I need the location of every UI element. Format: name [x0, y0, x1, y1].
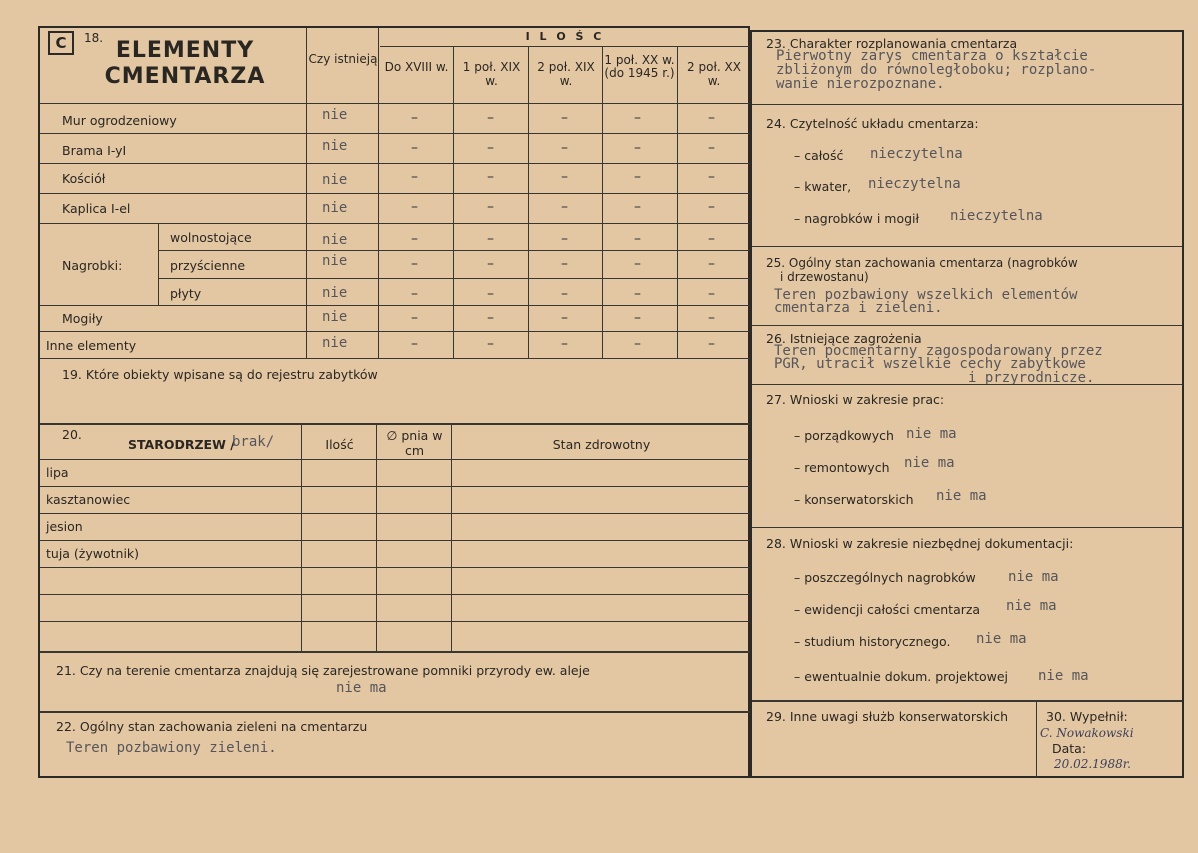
row-label-inne: Inne elementy: [46, 338, 137, 353]
period-dash: –: [708, 169, 715, 185]
period-dash: –: [634, 336, 641, 352]
section-28-label: 28. Wnioski w zakresie niezbędnej dokumentacji:: [766, 536, 1074, 551]
row-value-wolnostojace: nie: [322, 232, 348, 248]
section-21-value: nie ma: [336, 680, 387, 696]
period-dash: –: [487, 336, 494, 352]
section-18-number: 18.: [84, 31, 104, 45]
tree-row-jesion: jesion: [46, 519, 83, 534]
row-label-plyty: płyty: [170, 286, 202, 301]
nagrobki-label: Nagrobki:: [62, 258, 123, 273]
period-dash: –: [411, 231, 418, 247]
s27-value-remontowych: nie ma: [904, 455, 955, 471]
period-dash: –: [487, 256, 494, 272]
section-20-title: STARODRZEW /: [128, 437, 235, 452]
period-dash: –: [411, 286, 418, 302]
tree-row-tuja: tuja (żywotnik): [46, 546, 140, 561]
period-dash: –: [561, 140, 568, 156]
s24-value-nagrobkow: nieczytelna: [950, 208, 1043, 224]
tree-row-lipa: lipa: [46, 465, 69, 480]
period-dash: –: [561, 336, 568, 352]
section-25-line-2: cmentarza i zieleni.: [774, 300, 943, 316]
period-dash: –: [634, 169, 641, 185]
section-27-label: 27. Wnioski w zakresie prac:: [766, 392, 945, 407]
section-23-line-1: Pierwotny zarys cmentarza o kształcie: [776, 48, 1088, 64]
date-label: Data:: [1052, 741, 1087, 756]
period-dash: –: [634, 256, 641, 272]
section-20-value: brak/: [232, 434, 275, 450]
period-dash: –: [708, 256, 715, 272]
s27-item-konserwatorskich: – konserwatorskich: [794, 492, 914, 507]
s28-value-projektowej: nie ma: [1038, 668, 1089, 684]
section-19-label: 19. Które obiekty wpisane są do rejestru zabytków: [62, 367, 378, 382]
period-dash: –: [487, 140, 494, 156]
period-dash: –: [634, 110, 641, 126]
section-26-line-2: PGR, utracił wszelkie cechy zabytkowe: [774, 356, 1086, 372]
section-24-label: 24. Czytelność układu cmentarza:: [766, 116, 979, 131]
period-dash: –: [561, 169, 568, 185]
period-dash: –: [634, 310, 641, 326]
s28-item-nagrobkow: – poszczególnych nagrobków: [794, 570, 976, 585]
s27-item-porzadkowych: – porządkowych: [794, 428, 894, 443]
period-dash: –: [487, 199, 494, 215]
s24-value-kwater: nieczytelna: [868, 176, 961, 192]
period-dash: –: [634, 199, 641, 215]
period-dash: –: [411, 256, 418, 272]
period-dash: –: [411, 336, 418, 352]
section-23-line-2: zbliżonym do równoległoboku; rozplano-: [776, 62, 1097, 78]
s28-value-nagrobkow: nie ma: [1008, 569, 1059, 585]
row-value-plyty: nie: [322, 285, 348, 301]
s24-value-calosc: nieczytelna: [870, 146, 963, 162]
s27-value-konserwatorskich: nie ma: [936, 488, 987, 504]
period-dash: –: [487, 169, 494, 185]
period-dash: –: [634, 231, 641, 247]
section-26-line-3: i przyrodnicze.: [968, 370, 1095, 386]
period-dash: –: [708, 286, 715, 302]
row-value-brama: nie: [322, 138, 348, 154]
row-label-kaplica: Kaplica I-el: [62, 201, 131, 216]
section-20-number: 20.: [62, 427, 82, 442]
period-dash: –: [411, 169, 418, 185]
period-dash: –: [411, 199, 418, 215]
section-23-label: 23. Charakter rozplanowania cmentarza: [766, 36, 1018, 51]
date-value: 20.02.1988r.: [1054, 757, 1131, 771]
section-22-label: 22. Ogólny stan zachowania zieleni na cmentarzu: [56, 719, 368, 734]
row-value-kaplica: nie: [322, 200, 348, 216]
col-exists-header: Czy istnieją: [308, 52, 378, 66]
section-21-label: 21. Czy na terenie cmentarza znajdują się zarejestrowane pomniki przyrody ew. aleje: [56, 663, 590, 678]
row-label-mur: Mur ogrodzeniowy: [62, 113, 177, 128]
section-25-label-2: i drzewostanu): [780, 270, 869, 284]
section-25-label-1: 25. Ogólny stan zachowania cmentarza (nagrobków: [766, 256, 1078, 270]
row-value-inne: nie: [322, 335, 348, 351]
row-label-wolnostojace: wolnostojące: [170, 230, 252, 245]
period-dash: –: [487, 110, 494, 126]
row-label-brama: Brama I-yI: [62, 143, 127, 158]
period-dash: –: [561, 256, 568, 272]
row-value-mogily: nie: [322, 309, 348, 325]
row-label-przyscienne: przyścienne: [170, 258, 246, 273]
period-dash: –: [411, 310, 418, 326]
s28-item-ewidencji: – ewidencji całości cmentarza: [794, 602, 981, 617]
period-header-2: 1 poł. XIX w.: [462, 60, 521, 88]
period-dash: –: [487, 310, 494, 326]
period-dash: –: [708, 310, 715, 326]
section-26-line-1: Teren pocmentarny zagospodarowany przez: [774, 343, 1103, 359]
period-dash: –: [708, 110, 715, 126]
section-22-value: Teren pozbawiony zieleni.: [66, 740, 277, 756]
s20-col-ilosc: Ilość: [325, 437, 354, 452]
period-dash: –: [561, 231, 568, 247]
s20-col-stan: Stan zdrowotny: [552, 437, 651, 452]
section-29-label: 29. Inne uwagi służb konserwatorskich: [766, 709, 1008, 724]
s20-col-pnia: ∅ pnia w cm: [386, 428, 443, 458]
period-dash: –: [561, 199, 568, 215]
period-dash: –: [487, 231, 494, 247]
s27-value-porzadkowych: nie ma: [906, 426, 957, 442]
section-23-line-3: wanie nierozpoznane.: [776, 76, 945, 92]
section-30-label: 30. Wypełnił:: [1046, 709, 1128, 724]
row-value-mur: nie: [322, 107, 348, 123]
period-dash: –: [561, 110, 568, 126]
filled-by-signature: C. Nowakowski: [1040, 726, 1134, 740]
s28-item-projektowej: – ewentualnie dokum. projektowej: [794, 669, 1009, 684]
s24-item-nagrobkow: – nagrobków i mogił: [794, 211, 920, 226]
period-header-1: Do XVIII w.: [384, 60, 449, 74]
period-dash: –: [708, 336, 715, 352]
s24-item-kwater: – kwater,: [794, 179, 852, 194]
period-dash: –: [708, 140, 715, 156]
period-dash: –: [561, 310, 568, 326]
s27-item-remontowych: – remontowych: [794, 460, 890, 475]
period-dash: –: [487, 286, 494, 302]
period-dash: –: [561, 286, 568, 302]
section-18-title: ELEMENTY CMENTARZA: [104, 38, 266, 89]
s28-item-studium: – studium historycznego.: [794, 634, 951, 649]
s24-item-calosc: – całość: [794, 148, 844, 163]
row-label-mogily: Mogiły: [62, 311, 103, 326]
row-value-kosciol: nie: [322, 172, 348, 188]
period-header-3: 2 poł. XIX w.: [537, 60, 595, 88]
period-dash: –: [411, 110, 418, 126]
ilosc-header: I L O Ś C: [525, 30, 605, 43]
period-dash: –: [634, 286, 641, 302]
period-header-4: 1 poł. XX w. (do 1945 r.): [604, 53, 675, 80]
s28-value-studium: nie ma: [976, 631, 1027, 647]
section-25-line-1: Teren pozbawiony wszelkich elementów: [774, 287, 1078, 303]
s28-value-ewidencji: nie ma: [1006, 598, 1057, 614]
period-dash: –: [411, 140, 418, 156]
row-label-kosciol: Kościół: [62, 171, 106, 186]
period-dash: –: [708, 199, 715, 215]
period-header-5: 2 poł. XX w.: [687, 60, 741, 88]
section-26-label: 26. Istniejące zagrożenia: [766, 331, 922, 346]
tree-row-kasztanowiec: kasztanowiec: [46, 492, 131, 507]
form-badge: C: [48, 31, 74, 55]
period-dash: –: [634, 140, 641, 156]
period-dash: –: [708, 231, 715, 247]
row-value-przyscienne: nie: [322, 253, 348, 269]
